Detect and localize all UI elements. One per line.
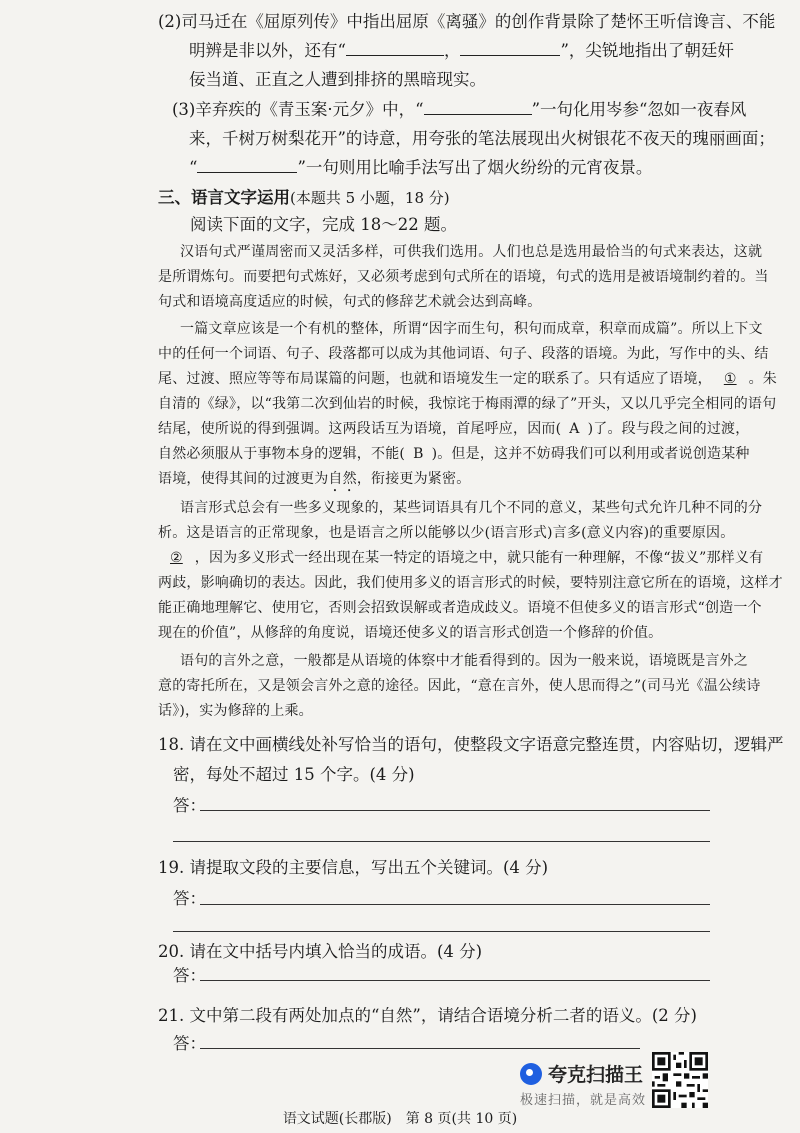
section-intro: 阅读下面的文字，完成 18～22 题。 bbox=[190, 215, 457, 234]
q3-line2: 来，千树万树梨花开”的诗意，用夸张的笔法展现出火树银花不夜天的瑰丽画面； bbox=[189, 129, 775, 148]
blank-A-marker[interactable]: A bbox=[569, 421, 580, 437]
q21-answer-line-1[interactable] bbox=[200, 1048, 640, 1049]
passage-p4-line1: 语句的言外之意，一般都是从语境的体察中才能看得到的。因为一般来说，语境既是言外之 bbox=[180, 653, 748, 669]
q19-answer-label: 答： bbox=[173, 889, 206, 908]
passage-p1-line2: 是所谓炼句。而要把句式炼好，又必须考虑到句式所在的语境，句式的选用是被语境制约着的。当 bbox=[158, 269, 769, 285]
q18-answer-line-2[interactable] bbox=[173, 841, 710, 842]
passage-p2-line1: 一篇文章应该是一个有机的整体，所谓“因字而生句，积句而成章，积章而成篇”。所以上下文 bbox=[180, 321, 763, 337]
passage-p4-line2: 意的寄托所在，又是领会言外之意的途径。因此，“意在言外，使人思而得之”(司马光《温公续诗 bbox=[158, 678, 761, 694]
passage-p3-line5: 能正确地理解它、使用它，否则会招致误解或者造成歧义。语境不但使多义的语言形式“创造一个 bbox=[158, 600, 762, 616]
blank-2-marker[interactable]: ② bbox=[170, 550, 183, 566]
q21-text: 21. 文中第二段有两处加点的“自然”，请结合语境分析二者的语义。(2 分) bbox=[158, 1006, 697, 1025]
q2-line3: 佞当道、正直之人遭到排挤的黑暗现实。 bbox=[189, 70, 486, 89]
q2-blank-2[interactable] bbox=[460, 41, 560, 56]
q18-answer-line-1[interactable] bbox=[200, 810, 710, 811]
passage-p1-line3: 句式和语境高度适应的时候，句式的修辞艺术就会达到高峰。 bbox=[158, 294, 542, 310]
watermark-slogan: 极速扫描，就是高效 bbox=[520, 1093, 647, 1108]
watermark-brand bbox=[520, 1060, 643, 1087]
q2-line1: (2)司马迁在《屈原列传》中指出屈原《离骚》的创作背景除了楚怀王听信谗言、不能 bbox=[158, 12, 776, 31]
qr-code-icon bbox=[652, 1052, 708, 1108]
q2-blank-1[interactable] bbox=[346, 41, 444, 56]
passage-p1-line1: 汉语句式严谨周密而又灵活多样，可供我们选用。人们也总是选用最恰当的句式来表达，这就 bbox=[180, 244, 763, 260]
q21-answer-label: 答： bbox=[173, 1034, 206, 1053]
passage-p3-line6: 现在的价值”，从修辞的角度说，语境还使多义的语言形式创造一个修辞的价值。 bbox=[158, 625, 663, 641]
q19-text: 19. 请提取文段的主要信息，写出五个关键词。(4 分) bbox=[158, 858, 549, 877]
q19-answer-line-1[interactable] bbox=[200, 904, 710, 905]
q19-answer-line-2[interactable] bbox=[173, 931, 710, 932]
q18-text-line2: 密，每处不超过 15 个字。(4 分) bbox=[173, 765, 415, 784]
passage-p2-line6: 自然必须服从于事物本身的逻辑，不能( B )。但是，这并不妨碍我们可以利用或者说创造某种 bbox=[158, 446, 750, 462]
passage-p2-line4: 自清的《绿》，以“我第二次到仙岩的时候，我惊诧于梅雨潭的绿了”开头，又以几乎完全相同的语句 bbox=[158, 396, 777, 412]
q20-text: 20. 请在文中括号内填入恰当的成语。(4 分) bbox=[158, 942, 483, 961]
passage-p3-line3: ② ，因为多义形式一经出现在某一特定的语境之中，就只能有一种理解，不像“拔义”那样义有 bbox=[158, 547, 763, 567]
passage-p3-line1: 语言形式总会有一些多义现象的，某些词语具有几个不同的意义，某些句式允许几种不同的分 bbox=[180, 500, 763, 516]
page-footer: 语文试题(长郡版) 第 8 页(共 10 页) bbox=[282, 1111, 518, 1127]
q3-blank-2[interactable] bbox=[197, 158, 297, 173]
dotted-ziran: 自然 bbox=[328, 471, 357, 487]
q20-answer-line-1[interactable] bbox=[200, 980, 710, 981]
passage-p3-line2: 析。这是语言的正常现象，也是语言之所以能够以少(语言形式)言多(意义内容)的重要原因。 bbox=[158, 525, 735, 541]
blank-B-marker[interactable]: B bbox=[413, 446, 424, 462]
passage-p2-line5: 结尾，使所说的得到强调。这两段话互为语境，首尾呼应，因而( A )了。段与段之间的过渡， bbox=[158, 421, 750, 437]
scanner-logo-icon bbox=[520, 1063, 542, 1085]
q18-answer-label: 答： bbox=[173, 796, 206, 815]
q3-line3: “ ”一句则用比喻手法写出了烟火纷纷的元宵夜景。 bbox=[189, 158, 653, 177]
passage-p4-line3: 话》)，实为修辞的上乘。 bbox=[158, 703, 313, 719]
q2-line2: 明辨是非以外，还有“ ， ”，尖锐地指出了朝廷奸 bbox=[189, 41, 734, 60]
section-header bbox=[158, 184, 450, 208]
watermark-brand-text: 夸克扫描王 bbox=[548, 1064, 644, 1086]
q3-line1: (3)辛弃疾的《青玉案·元夕》中，“ ”一句化用岑参“忽如一夜春风 bbox=[172, 100, 747, 119]
passage-p3-line4: 两歧，影响确切的表达。因此，我们使用多义的语言形式的时候，要特别注意它所在的语境，这样才 bbox=[158, 575, 783, 591]
q3-blank-1[interactable] bbox=[424, 100, 532, 115]
passage-p2-line7: 语境，使得其间的过渡更为自然，衔接更为紧密。 bbox=[158, 471, 471, 487]
passage-p2-line2: 中的任何一个词语、句子、段落都可以成为其他词语、句子、段落的语境。为此，写作中的头、结 bbox=[158, 346, 769, 362]
section-title: 三、语言文字运用 bbox=[158, 188, 290, 207]
blank-1-marker[interactable]: ① bbox=[723, 371, 737, 387]
q20-answer-label: 答： bbox=[173, 966, 206, 985]
section-meta: (本题共 5 小题，18 分) bbox=[290, 189, 450, 207]
passage-p2-line3: 尾、过渡、照应等等布局谋篇的问题，也就和语境发生一定的联系了。只有适应了语境， ① 。朱 bbox=[158, 371, 777, 387]
q18-text-line1: 18. 请在文中画横线处补写恰当的语句，使整段文字语意完整连贯，内容贴切，逻辑严 bbox=[158, 735, 784, 754]
